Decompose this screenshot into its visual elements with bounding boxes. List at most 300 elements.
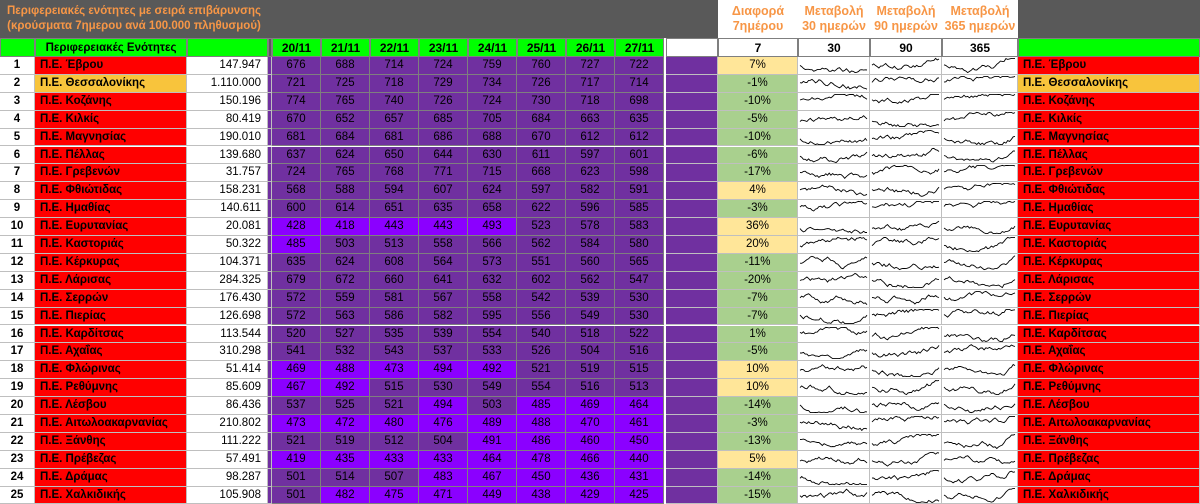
day-value-cell: 676	[272, 57, 321, 75]
spark-90-sparkline	[870, 93, 941, 110]
table-row	[0, 415, 1200, 433]
spark-90-line	[872, 434, 939, 445]
day-value-cell: 608	[370, 254, 419, 272]
spark-30-line	[800, 439, 867, 447]
spark-30-sparkline	[798, 272, 869, 289]
spark-90-line	[872, 148, 939, 157]
spark-365-sparkline	[942, 147, 1017, 164]
day-value-cell: 467	[468, 469, 517, 487]
population-cell: 57.491	[187, 451, 268, 469]
region-name-right-cell: Π.Ε. Πρέβεζας	[1018, 451, 1200, 469]
spark-365-sparkline	[942, 75, 1017, 92]
rank-cell: 1	[0, 57, 35, 75]
header-gap	[666, 38, 718, 57]
spark-365-cell	[942, 200, 1018, 218]
day-value-cell: 686	[419, 129, 468, 147]
day-value-cell: 541	[272, 343, 321, 361]
spark-30-line	[800, 273, 867, 282]
rank-cell: 14	[0, 290, 35, 308]
spark-90-cell	[870, 147, 942, 165]
m365-header	[942, 4, 1018, 34]
spark-30-line	[800, 385, 867, 395]
spark-90-sparkline	[870, 200, 941, 217]
spark-30-sparkline	[798, 397, 869, 414]
population-cell: 86.436	[187, 397, 268, 415]
day-value-cell: 549	[468, 379, 517, 397]
spark-30-line	[800, 405, 867, 413]
region-name-right-cell: Π.Ε. Κέρκυρας	[1018, 254, 1200, 272]
day-value-cell: 714	[615, 75, 664, 93]
table-row	[0, 290, 1200, 308]
table-row	[0, 451, 1200, 469]
m30-title-1: Μεταβολή	[804, 4, 864, 18]
spark-90-sparkline	[870, 75, 941, 92]
day-value-cell: 684	[321, 129, 370, 147]
region-name-cell: Π.Ε. Σερρών	[35, 290, 187, 308]
day-value-cell: 460	[566, 433, 615, 451]
region-name-right-cell: Π.Ε. Θεσσαλονίκης	[1018, 75, 1200, 93]
spark-365-sparkline	[942, 111, 1017, 128]
diff-pct-cell: -5%	[718, 111, 798, 129]
gap-cell	[666, 433, 718, 451]
day-value-cell: 438	[517, 487, 566, 504]
spark-30-line	[800, 94, 867, 100]
day-value-cell: 582	[566, 182, 615, 200]
spark-30-sparkline	[798, 469, 869, 486]
sheet-title	[0, 0, 268, 38]
gap-cell	[666, 290, 718, 308]
spark-365-sparkline	[942, 93, 1017, 110]
spark-90-cell	[870, 57, 942, 75]
gap-cell	[666, 200, 718, 218]
spark-30-sparkline	[798, 290, 869, 307]
rank-cell: 15	[0, 308, 35, 326]
day-value-cell: 722	[615, 57, 664, 75]
spark-365-cell	[942, 182, 1018, 200]
population-cell: 80.419	[187, 111, 268, 129]
day-value-cell: 425	[615, 487, 664, 504]
spark-365-cell	[942, 433, 1018, 451]
day-value-cell: 429	[566, 487, 615, 504]
header-date-5: 24/11	[468, 38, 517, 57]
region-name-right-cell: Π.Ε. Ημαθίας	[1018, 200, 1200, 218]
day-value-cell: 533	[468, 343, 517, 361]
diff-pct-cell: -10%	[718, 129, 798, 147]
population-cell: 31.757	[187, 164, 268, 182]
spark-30-sparkline	[798, 343, 869, 360]
day-value-cell: 492	[321, 379, 370, 397]
table-row	[0, 218, 1200, 236]
spark-90-cell	[870, 451, 942, 469]
spark-30-line	[800, 422, 867, 431]
day-value-cell: 771	[419, 164, 468, 182]
region-name-cell: Π.Ε. Λέσβου	[35, 397, 187, 415]
spark-365-sparkline	[942, 361, 1017, 378]
region-name-cell: Π.Ε. Καρδίτσας	[35, 326, 187, 344]
spark-30-cell	[798, 164, 870, 182]
header-pop-col	[187, 38, 268, 57]
spark-365-line	[944, 471, 1015, 483]
spark-30-cell	[798, 147, 870, 165]
day-value-cell: 516	[615, 343, 664, 361]
rank-cell: 4	[0, 111, 35, 129]
day-value-cell: 443	[419, 218, 468, 236]
spark-90-line	[872, 368, 939, 377]
spark-30-line	[800, 489, 867, 497]
spark-365-line	[944, 94, 1015, 99]
spark-90-line	[872, 416, 939, 422]
spark-30-line	[800, 79, 867, 89]
spark-90-cell	[870, 164, 942, 182]
day-value-cell: 624	[468, 182, 517, 200]
spark-90-sparkline	[870, 343, 941, 360]
day-value-cell: 486	[517, 433, 566, 451]
spark-90-sparkline	[870, 433, 941, 450]
table-row	[0, 272, 1200, 290]
region-name-cell: Π.Ε. Χαλκιδικής	[35, 487, 187, 504]
region-name-cell: Π.Ε. Κιλκίς	[35, 111, 187, 129]
header-diff-sub: 7	[718, 38, 798, 57]
spark-365-sparkline	[942, 200, 1017, 217]
day-value-cell: 526	[517, 343, 566, 361]
day-value-cell: 565	[615, 254, 664, 272]
day-value-cell: 714	[370, 57, 419, 75]
spark-365-sparkline	[942, 469, 1017, 486]
day-value-cell: 428	[272, 218, 321, 236]
spark-365-sparkline	[942, 487, 1017, 504]
region-name-cell: Π.Ε. Καστοριάς	[35, 236, 187, 254]
spark-30-line	[800, 138, 867, 144]
spark-365-sparkline	[942, 379, 1017, 396]
spark-90-cell	[870, 361, 942, 379]
spark-90-sparkline	[870, 182, 941, 199]
spark-90-line	[872, 346, 939, 358]
spark-365-sparkline	[942, 164, 1017, 181]
table-row	[0, 254, 1200, 272]
day-value-cell: 630	[468, 147, 517, 165]
day-value-cell: 715	[468, 164, 517, 182]
day-value-cell: 466	[566, 451, 615, 469]
region-name-cell: Π.Ε. Φθιώτιδας	[35, 182, 187, 200]
spark-365-cell	[942, 93, 1018, 111]
day-value-cell: 601	[615, 147, 664, 165]
day-value-cell: 597	[566, 147, 615, 165]
spark-30-sparkline	[798, 361, 869, 378]
region-name-cell: Π.Ε. Θεσσαλονίκης	[35, 75, 187, 93]
day-value-cell: 564	[419, 254, 468, 272]
table-row	[0, 129, 1200, 147]
population-cell: 126.698	[187, 308, 268, 326]
region-name-right-cell: Π.Ε. Πιερίας	[1018, 308, 1200, 326]
day-value-cell: 491	[468, 433, 517, 451]
day-value-cell: 503	[468, 397, 517, 415]
region-name-right-cell: Π.Ε. Ευρυτανίας	[1018, 218, 1200, 236]
gap-cell	[666, 415, 718, 433]
spark-365-cell	[942, 379, 1018, 397]
day-value-cell: 588	[321, 182, 370, 200]
spark-30-cell	[798, 415, 870, 433]
table-row	[0, 111, 1200, 129]
spark-365-sparkline	[942, 57, 1017, 74]
gap-cell	[666, 326, 718, 344]
diff-pct-cell: -14%	[718, 469, 798, 487]
diff-pct-cell: 4%	[718, 182, 798, 200]
spark-30-line	[800, 457, 867, 464]
gap-cell	[666, 129, 718, 147]
spark-365-line	[944, 291, 1015, 300]
header-date-1: 20/11	[272, 38, 321, 57]
day-value-cell: 586	[370, 308, 419, 326]
diff-pct-cell: 36%	[718, 218, 798, 236]
day-value-cell: 672	[321, 272, 370, 290]
spark-365-sparkline	[942, 397, 1017, 414]
day-value-cell: 492	[468, 361, 517, 379]
day-value-cell: 644	[419, 147, 468, 165]
day-value-cell: 726	[419, 93, 468, 111]
region-name-cell: Π.Ε. Έβρου	[35, 57, 187, 75]
spark-90-cell	[870, 415, 942, 433]
title-line-1: Περιφερειακές ενότητες με σειρά επιβάρυνσης	[6, 5, 262, 17]
day-value-cell: 684	[517, 111, 566, 129]
day-value-cell: 485	[517, 397, 566, 415]
day-value-cell: 521	[370, 397, 419, 415]
day-value-cell: 443	[370, 218, 419, 236]
spark-365-cell	[942, 218, 1018, 236]
region-name-cell: Π.Ε. Πιερίας	[35, 308, 187, 326]
header-spacer	[268, 38, 272, 57]
spark-30-cell	[798, 433, 870, 451]
day-value-cell: 688	[321, 57, 370, 75]
spark-90-sparkline	[870, 451, 941, 468]
day-value-cell: 503	[321, 236, 370, 254]
table-row	[0, 93, 1200, 111]
spark-365-line	[944, 334, 1015, 341]
header-region-col: Περιφερειακές Ενότητες	[35, 38, 187, 57]
spark-90-line	[872, 309, 939, 316]
day-value-cell: 562	[566, 272, 615, 290]
spark-30-sparkline	[798, 326, 869, 343]
day-value-cell: 549	[566, 308, 615, 326]
spark-90-sparkline	[870, 290, 941, 307]
day-value-cell: 635	[419, 200, 468, 218]
rank-cell: 2	[0, 75, 35, 93]
rank-cell: 24	[0, 469, 35, 487]
day-value-cell: 519	[321, 433, 370, 451]
population-cell: 104.371	[187, 254, 268, 272]
header-date-7: 26/11	[566, 38, 615, 57]
region-name-right-cell: Π.Ε. Ξάνθης	[1018, 433, 1200, 451]
rank-cell: 21	[0, 415, 35, 433]
spark-365-line	[944, 384, 1015, 395]
day-value-cell: 522	[615, 326, 664, 344]
day-value-cell: 622	[517, 200, 566, 218]
day-value-cell: 635	[615, 111, 664, 129]
diff-pct-cell: -5%	[718, 343, 798, 361]
spark-30-cell	[798, 200, 870, 218]
day-value-cell: 532	[321, 343, 370, 361]
day-value-cell: 472	[321, 415, 370, 433]
spark-365-cell	[942, 129, 1018, 147]
rank-cell: 17	[0, 343, 35, 361]
spark-90-line	[872, 295, 939, 304]
spark-365-cell	[942, 308, 1018, 326]
spark-365-line	[944, 76, 1015, 82]
day-value-cell: 681	[370, 129, 419, 147]
diff-pct-cell: -3%	[718, 200, 798, 218]
m90-title-1: Μεταβολή	[876, 4, 936, 18]
spark-30-cell	[798, 111, 870, 129]
spark-30-sparkline	[798, 451, 869, 468]
spark-90-cell	[870, 397, 942, 415]
spark-365-line	[944, 256, 1015, 270]
spark-365-sparkline	[942, 236, 1017, 253]
spark-90-sparkline	[870, 308, 941, 325]
population-cell: 190.010	[187, 129, 268, 147]
spark-30-cell	[798, 379, 870, 397]
day-value-cell: 560	[566, 254, 615, 272]
spark-365-line	[944, 456, 1015, 464]
day-value-cell: 464	[468, 451, 517, 469]
day-value-cell: 760	[517, 57, 566, 75]
spark-365-sparkline	[942, 343, 1017, 360]
spark-90-line	[872, 470, 939, 479]
day-value-cell: 473	[272, 415, 321, 433]
spark-90-cell	[870, 272, 942, 290]
day-value-cell: 584	[566, 236, 615, 254]
rank-cell: 7	[0, 164, 35, 182]
day-value-cell: 543	[370, 343, 419, 361]
diff-pct-cell: 20%	[718, 236, 798, 254]
m90-header	[870, 4, 942, 34]
spark-365-cell	[942, 343, 1018, 361]
day-value-cell: 578	[566, 218, 615, 236]
spark-90-sparkline	[870, 469, 941, 486]
spark-90-line	[872, 452, 939, 466]
diff-title-2: 7ημέρου	[732, 19, 784, 33]
day-value-cell: 539	[419, 326, 468, 344]
day-value-cell: 433	[419, 451, 468, 469]
day-value-cell: 594	[370, 182, 419, 200]
day-value-cell: 539	[566, 290, 615, 308]
spark-90-line	[872, 381, 939, 395]
region-name-cell: Π.Ε. Αχαΐας	[35, 343, 187, 361]
spark-30-cell	[798, 75, 870, 93]
region-name-right-cell: Π.Ε. Γρεβενών	[1018, 164, 1200, 182]
region-name-cell: Π.Ε. Μαγνησίας	[35, 129, 187, 147]
day-value-cell: 568	[272, 182, 321, 200]
rank-cell: 16	[0, 326, 35, 344]
region-name-right-cell: Π.Ε. Λάρισας	[1018, 272, 1200, 290]
day-value-cell: 504	[419, 433, 468, 451]
spark-365-sparkline	[942, 272, 1017, 289]
spark-90-sparkline	[870, 129, 941, 146]
spark-30-line	[800, 350, 867, 359]
day-value-cell: 718	[566, 93, 615, 111]
region-name-cell: Π.Ε. Πρέβεζας	[35, 451, 187, 469]
day-value-cell: 582	[419, 308, 468, 326]
spark-30-sparkline	[798, 218, 869, 235]
spark-365-line	[944, 166, 1015, 173]
spark-90-cell	[870, 236, 942, 254]
region-name-right-cell: Π.Ε. Χαλκιδικής	[1018, 487, 1200, 504]
day-value-cell: 612	[566, 129, 615, 147]
spark-365-sparkline	[942, 290, 1017, 307]
gap-cell	[666, 308, 718, 326]
region-name-right-cell: Π.Ε. Μαγνησίας	[1018, 129, 1200, 147]
diff-pct-cell: -7%	[718, 308, 798, 326]
spark-30-cell	[798, 182, 870, 200]
spark-90-line	[872, 77, 939, 83]
day-value-cell: 670	[517, 129, 566, 147]
diff-pct-cell: -14%	[718, 397, 798, 415]
rank-cell: 3	[0, 93, 35, 111]
day-value-cell: 501	[272, 469, 321, 487]
region-name-cell: Π.Ε. Ημαθίας	[35, 200, 187, 218]
day-value-cell: 513	[615, 379, 664, 397]
diff-pct-cell: -1%	[718, 75, 798, 93]
region-name-right-cell: Π.Ε. Φθιώτιδας	[1018, 182, 1200, 200]
spark-30-line	[800, 65, 867, 72]
day-value-cell: 519	[566, 361, 615, 379]
day-value-cell: 602	[517, 272, 566, 290]
day-value-cell: 572	[272, 290, 321, 308]
spark-90-cell	[870, 254, 942, 272]
spark-365-cell	[942, 272, 1018, 290]
spark-365-cell	[942, 111, 1018, 129]
day-value-cell: 623	[566, 164, 615, 182]
gap-cell	[666, 397, 718, 415]
population-cell: 113.544	[187, 326, 268, 344]
day-value-cell: 583	[615, 218, 664, 236]
day-value-cell: 520	[272, 326, 321, 344]
region-name-right-cell: Π.Ε. Ρεθύμνης	[1018, 379, 1200, 397]
day-value-cell: 734	[468, 75, 517, 93]
header-m365-sub: 365	[942, 38, 1018, 57]
day-value-cell: 535	[370, 326, 419, 344]
day-value-cell: 660	[370, 272, 419, 290]
day-value-cell: 725	[321, 75, 370, 93]
rank-cell: 8	[0, 182, 35, 200]
day-value-cell: 717	[566, 75, 615, 93]
header-date-8: 27/11	[615, 38, 664, 57]
spark-90-sparkline	[870, 397, 941, 414]
spark-90-cell	[870, 111, 942, 129]
day-value-cell: 635	[272, 254, 321, 272]
spark-365-line	[944, 136, 1015, 144]
day-value-cell: 765	[321, 93, 370, 111]
population-cell: 1.110.000	[187, 75, 268, 93]
spark-365-sparkline	[942, 326, 1017, 343]
table-row	[0, 200, 1200, 218]
spark-30-line	[800, 202, 867, 212]
day-value-cell: 501	[272, 487, 321, 504]
spark-30-line	[800, 365, 867, 372]
header-date-2: 21/11	[321, 38, 370, 57]
day-value-cell: 554	[517, 379, 566, 397]
spark-90-cell	[870, 200, 942, 218]
spark-90-line	[872, 491, 939, 502]
spark-90-sparkline	[870, 379, 941, 396]
spark-365-line	[944, 276, 1015, 287]
diff-pct-cell: -3%	[718, 415, 798, 433]
region-name-right-cell: Π.Ε. Λέσβου	[1018, 397, 1200, 415]
day-value-cell: 768	[370, 164, 419, 182]
table-row	[0, 379, 1200, 397]
rank-cell: 10	[0, 218, 35, 236]
table-row	[0, 182, 1200, 200]
day-value-cell: 488	[321, 361, 370, 379]
region-name-cell: Π.Ε. Λάρισας	[35, 272, 187, 290]
